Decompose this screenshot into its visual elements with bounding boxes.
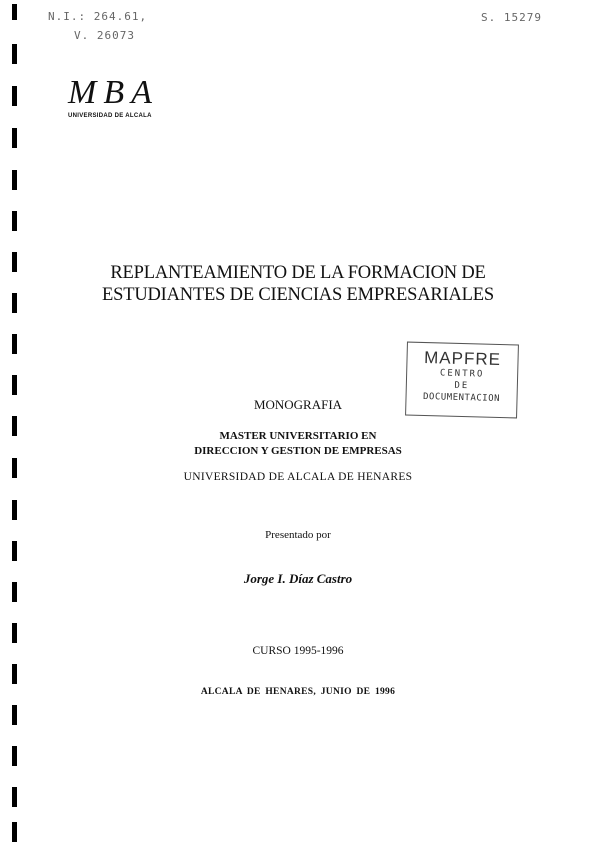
presented-by-label: Presentado por [265,529,331,541]
binder-hole-marks [12,0,24,842]
stamp-line-3: DE [454,380,470,392]
binder-mark [12,170,17,190]
course-year: CURSO 1995-1996 [252,645,344,657]
stamp-line-4: DOCUMENTACION [422,391,501,404]
document-type: MONOGRAFIA [253,397,343,412]
binder-mark [12,664,17,684]
program-line-2: DIRECCION Y GESTION DE EMPRESAS [194,445,402,457]
binder-mark [12,44,17,64]
binder-mark [12,705,17,725]
binder-mark [12,541,17,561]
place-and-date: ALCALA DE HENARES, JUNIO DE 1996 [200,687,396,697]
binder-mark [12,375,17,395]
mba-logo [68,76,159,119]
program-line-1: MASTER UNIVERSITARIO EN [219,430,377,442]
stamp-line-1: MAPFRE [423,348,502,370]
binder-mark [12,787,17,807]
binder-mark [12,822,17,842]
binder-mark [12,4,17,20]
binder-mark [12,746,17,766]
binder-mark [12,334,17,354]
logo-mark: MBA [68,74,159,111]
author-name: Jorge I. Díaz Castro [243,571,353,586]
handwritten-note-volume: V. 26073 [74,29,135,42]
stamp-line-2: CENTRO [439,368,485,380]
logo-subtitle: UNIVERSIDAD DE ALCALA [68,113,152,119]
title-line-2: ESTUDIANTES DE CIENCIAS EMPRESARIALES [102,285,494,305]
handwritten-note-signature: S. 15279 [481,11,542,24]
university-name: UNIVERSIDAD DE ALCALA DE HENARES [183,471,413,483]
binder-mark [12,128,17,148]
binder-mark [12,211,17,231]
binder-mark [12,86,17,106]
binder-mark [12,623,17,643]
title-line-1: REPLANTEAMIENTO DE LA FORMACION DE [110,263,486,283]
document-title [0,262,596,306]
handwritten-note-reference: N.I.: 264.61, [48,10,148,23]
binder-mark [12,500,17,520]
program-name [0,429,596,459]
